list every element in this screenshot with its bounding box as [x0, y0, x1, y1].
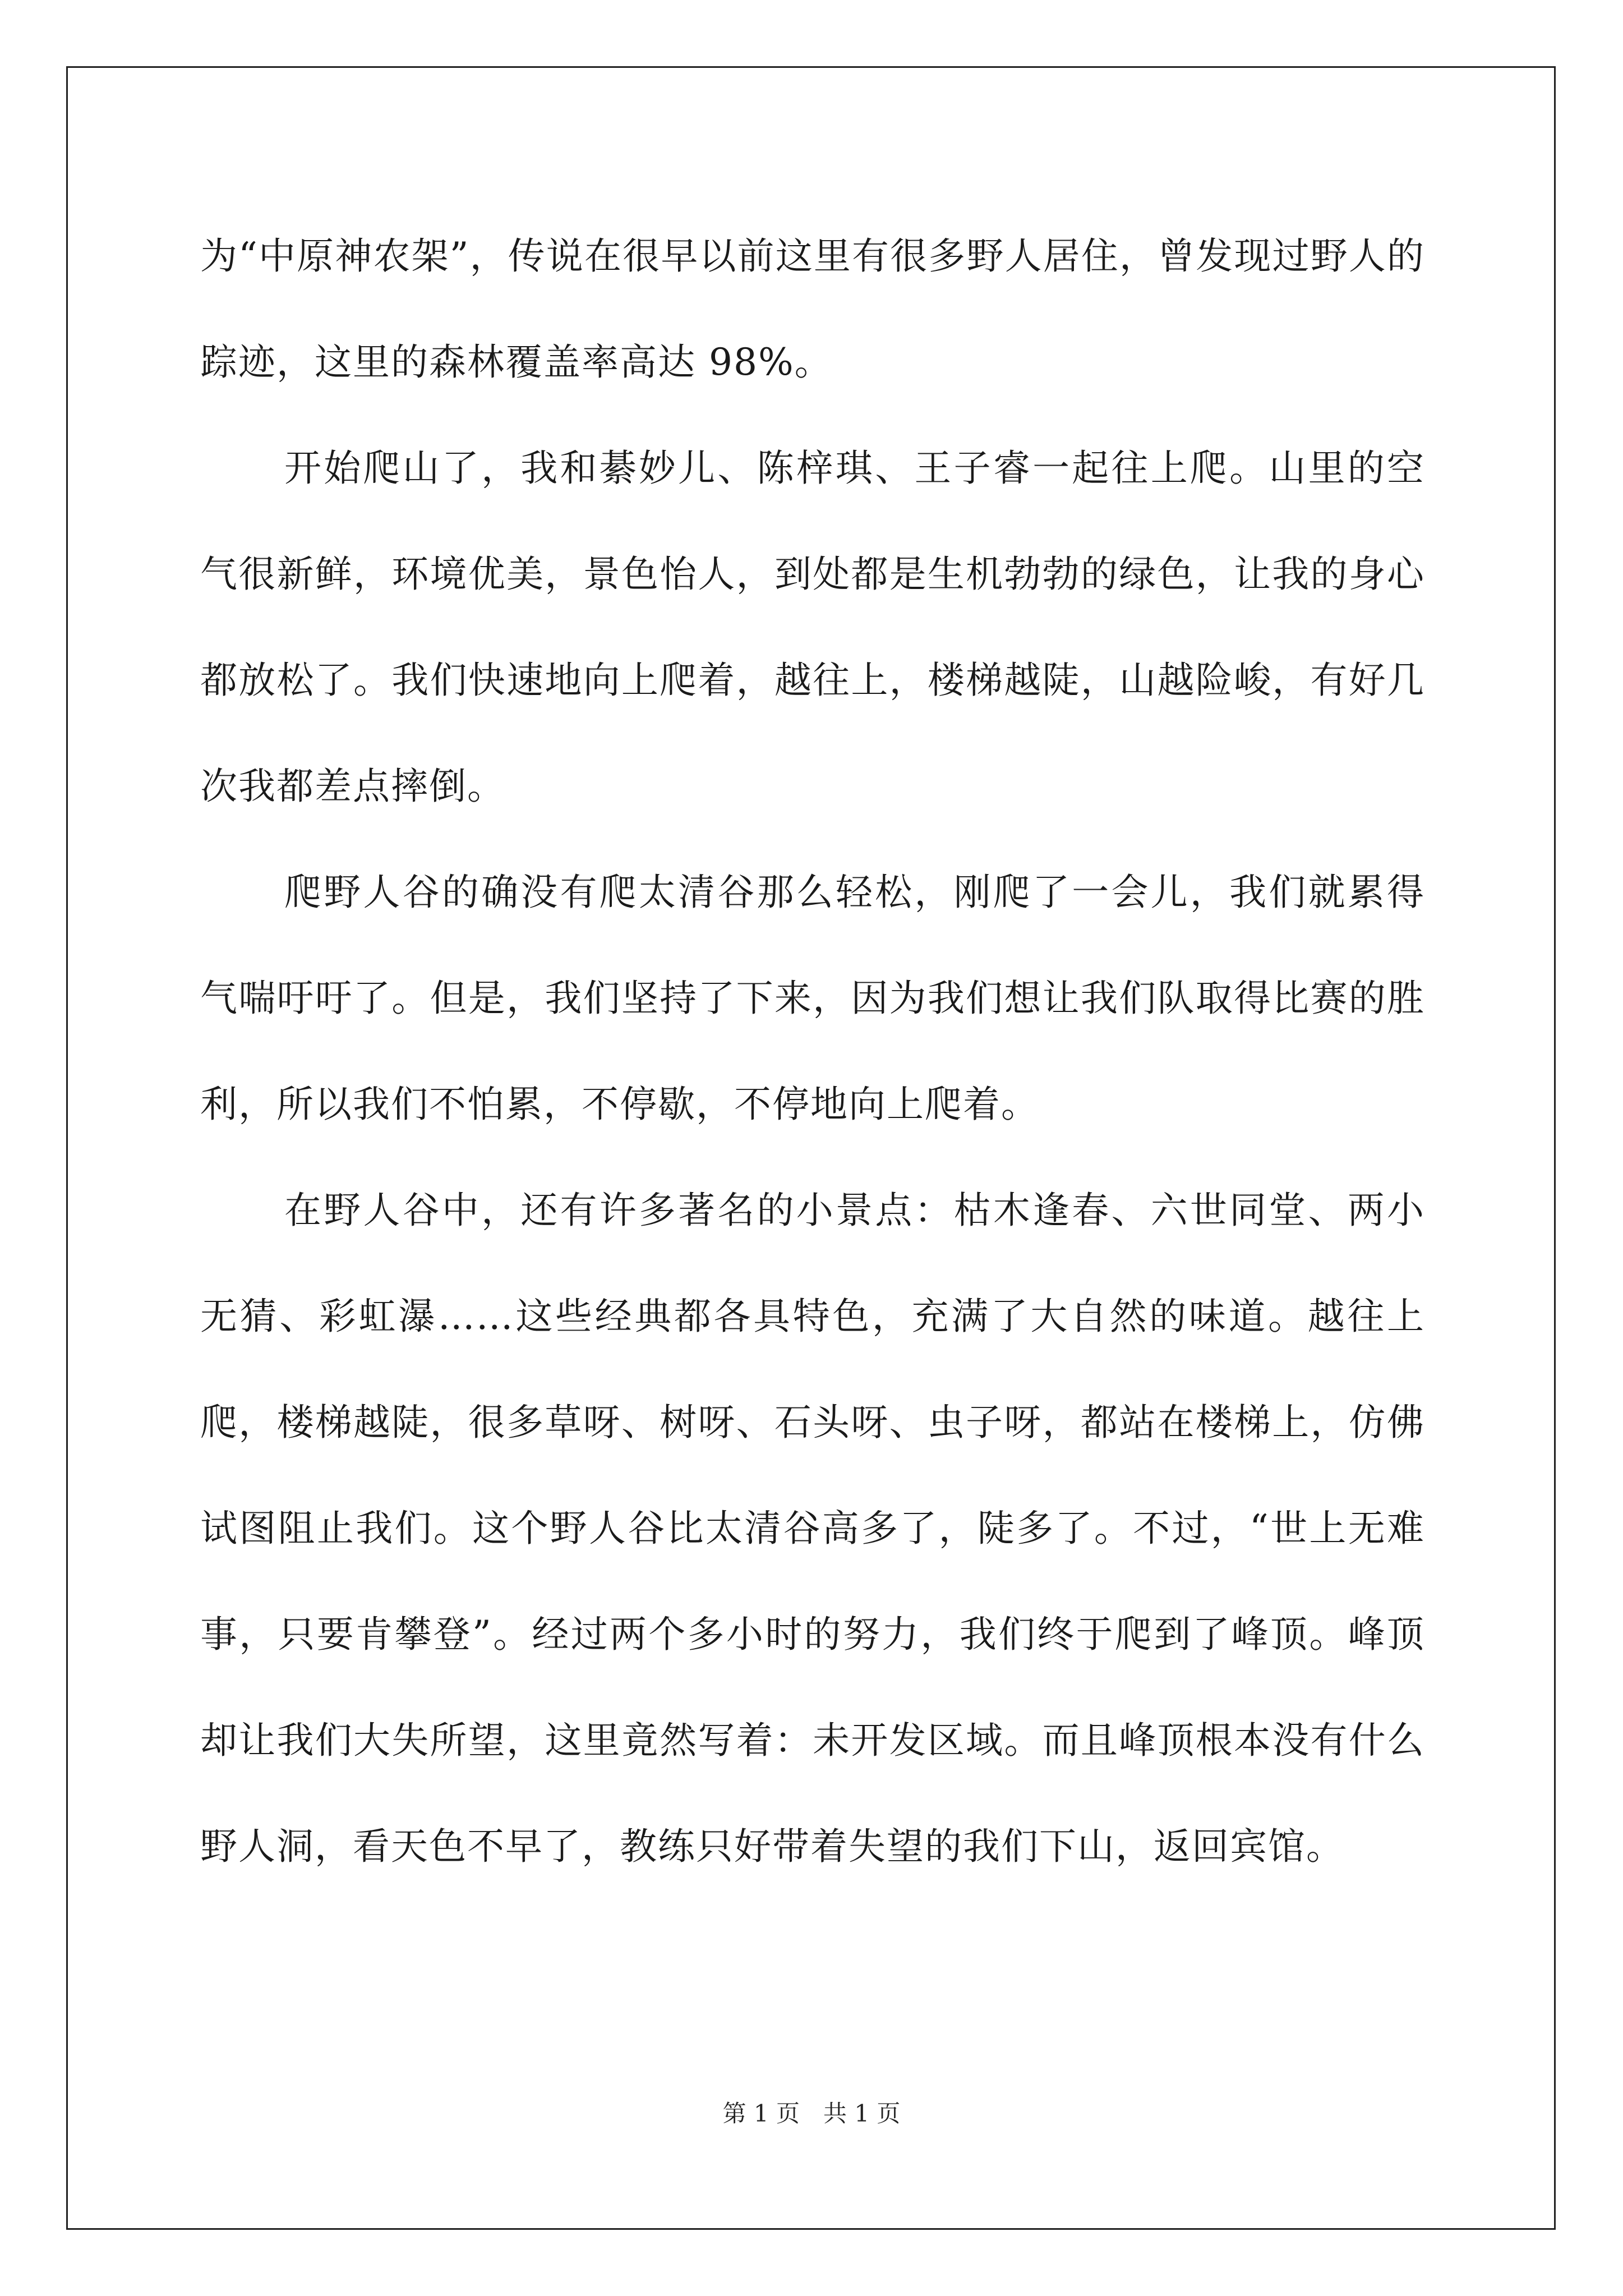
- document-body: [200, 203, 1425, 1899]
- paragraph-4: 在野人谷中，还有许多著名的小景点：枯木逢春、六世同堂、两小无猜、彩虹瀑……这些经典都各具特色，充满了大自然的味道。越往上爬，楼梯越陡，很多草呀、树呀、石头呀、虫子呀，都站在楼梯上，仿佛试图阻止我们。这个野人谷比太清谷高多了，陡多了。不过，“世上无难事，只要肯攀登”。经过两个多小时的努力，我们终于爬到了峰顶。峰顶却让我们大失所望，这里竟然写着：未开发区域。而且峰顶根本没有什么野人洞，看天色不早了，教练只好带着失望的我们下山，返回宾馆。: [200, 1189, 1425, 1868]
- paragraph-3: 爬野人谷的确没有爬太清谷那么轻松，刚爬了一会儿，我们就累得气喘吁吁了。但是，我们坚持了下来，因为我们想让我们队取得比赛的胜利，所以我们不怕累，不停歇，不停地向上爬着。: [200, 871, 1425, 1126]
- paragraph-2: 开始爬山了，我和綦妙儿、陈梓琪、王子睿一起往上爬。山里的空气很新鲜，环境优美，景色怡人，到处都是生机勃勃的绿色，让我的身心都放松了。我们快速地向上爬着，越往上，楼梯越陡，山越险峻，有好几次我都差点摔倒。: [200, 447, 1425, 808]
- paragraph-1: 为“中原神农架”，传说在很早以前这里有很多野人居住，曾发现过野人的踪迹，这里的森林覆盖率高达 98%。: [200, 234, 1425, 384]
- page-number-footer: 第 1 页 共 1 页: [722, 2100, 901, 2127]
